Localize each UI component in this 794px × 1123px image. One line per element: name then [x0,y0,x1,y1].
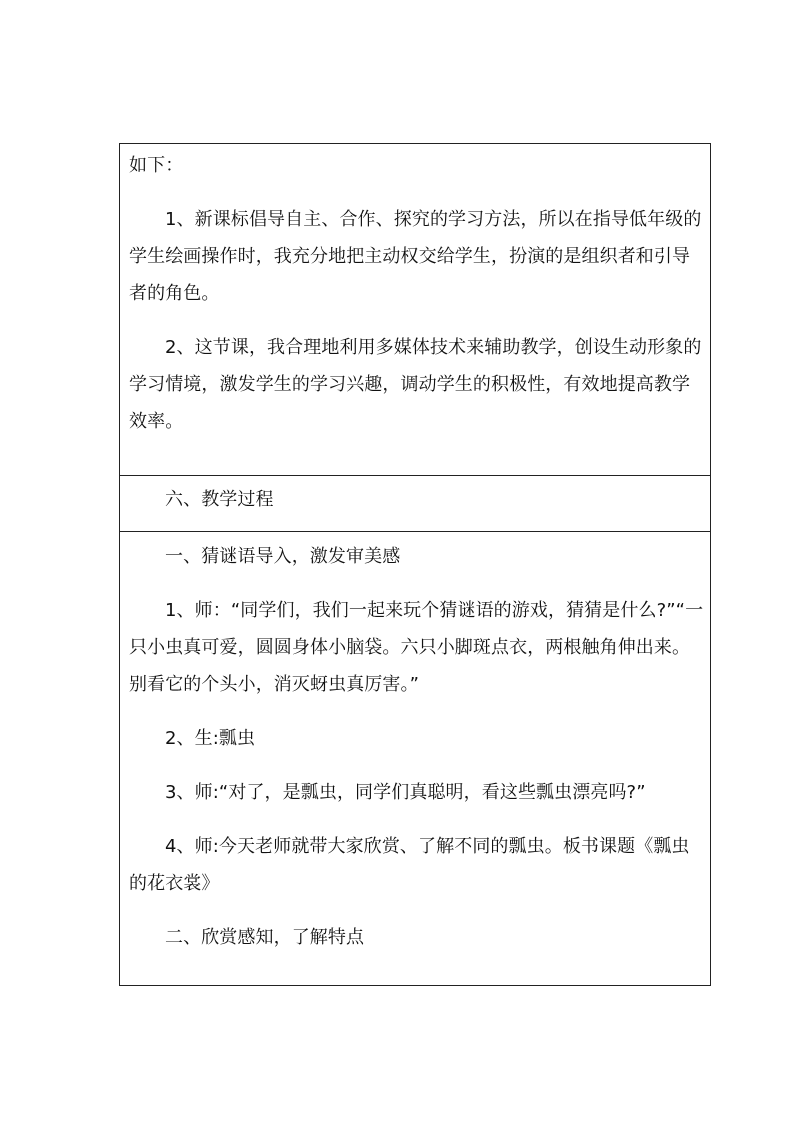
section-heading-cell [120,476,711,532]
section-heading: 六、教学过程 [165,489,274,510]
step-heading-1: 一、猜谜语导入，激发审美感 [165,546,401,567]
table-row [120,144,711,476]
design-point-2: 2、这节课，我合理地利用多媒体技术来辅助教学，创设生动形象的学习情境，激发学生的学习兴趣，调动学生的积极性，有效地提高教学效率。 [129,337,702,432]
table-row [120,476,711,532]
step-heading-2: 二、欣赏感知，了解特点 [165,927,365,948]
process-step-4: 4、师:今天老师就带大家欣赏、了解不同的瓢虫。板书课题《瓢虫的花衣裳》 [129,836,690,894]
process-step-2: 2、生:瓢虫 [165,728,256,749]
process-step-3: 3、师:“对了，是瓢虫，同学们真聪明，看这些瓢虫漂亮吗?” [165,782,646,803]
table-row [120,532,711,986]
design-notes-cell [120,144,711,476]
intro-text: 如下： [129,155,184,176]
lesson-plan-table [119,143,711,986]
design-point-1: 1、新课标倡导自主、合作、探究的学习方法，所以在指导低年级的学生绘画操作时，我充分地把主动权交给学生，扮演的是组织者和引导者的角色。 [129,209,702,304]
teaching-process-cell [120,532,711,986]
process-step-1: 1、师：“同学们，我们一起来玩个猜谜语的游戏，猜猜是什么?”“一只小虫真可爱，圆圆身体小脑袋。六只小脚斑点衣，两根触角伸出来。别看它的个头小，消灭蚜虫真厉害。” [129,600,704,695]
